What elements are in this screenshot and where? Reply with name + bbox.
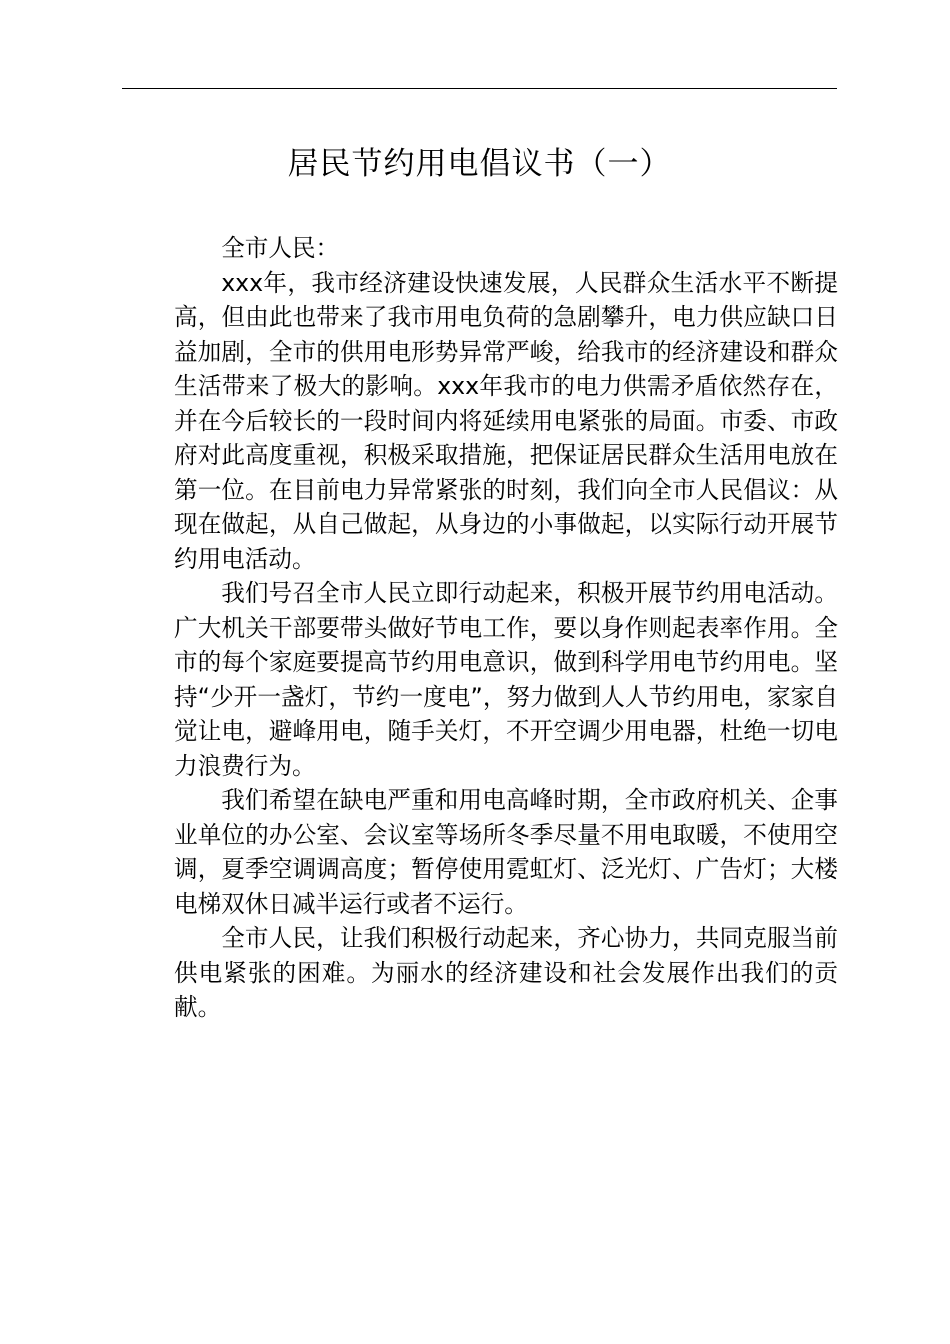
- paragraph-4: 全市人民，让我们积极行动起来，齐心协力，共同克服当前供电紧张的困难。为丽水的经济建设和社会发展作出我们的贡献。: [174, 924, 838, 1021]
- paragraph-3: 我们希望在缺电严重和用电高峰时期，全市政府机关、企事业单位的办公室、会议室等场所冬季尽量不用电取暖，不使用空调，夏季空调调高度；暂停使用霓虹灯、泛光灯、广告灯；大楼电梯双休日减半运行或者不运行。: [174, 786, 838, 918]
- salutation: 全市人民：: [221, 234, 340, 262]
- document-body: [174, 231, 838, 1025]
- document-title: 居民节约用电倡议书（一）: [287, 146, 672, 182]
- paragraph-2: 我们号召全市人民立即行动起来，积极开展节约用电活动。广大机关干部要带头做好节电工作，要以身作则起表率作用。全市的每个家庭要提高节约用电意识，做到科学用电节约用电。坚持“少开一盏灯，节约一度电”，努力做到人人节约用电，家家自觉让电，避峰用电，随手关灯，不开空调少用电器，杜绝一切电力浪费行为。: [174, 579, 838, 780]
- paragraph-1: xxx年，我市经济建设快速发展，人民群众生活水平不断提高，但由此也带来了我市用电负荷的急剧攀升，电力供应缺口日益加剧，全市的供用电形势异常严峻，给我市的经济建设和群众生活带来了极大的影响。xxx年我市的电力供需矛盾依然存在，并在今后较长的一段时间内将延续用电紧张的局面。市委、市政府对此高度重视，积极采取措施，把保证居民群众生活用电放在第一位。在目前电力异常紧张的时刻，我们向全市人民倡议：从现在做起，从自己做起，从身边的小事做起，以实际行动开展节约用电活动。: [174, 268, 838, 573]
- header-rule: [122, 88, 837, 89]
